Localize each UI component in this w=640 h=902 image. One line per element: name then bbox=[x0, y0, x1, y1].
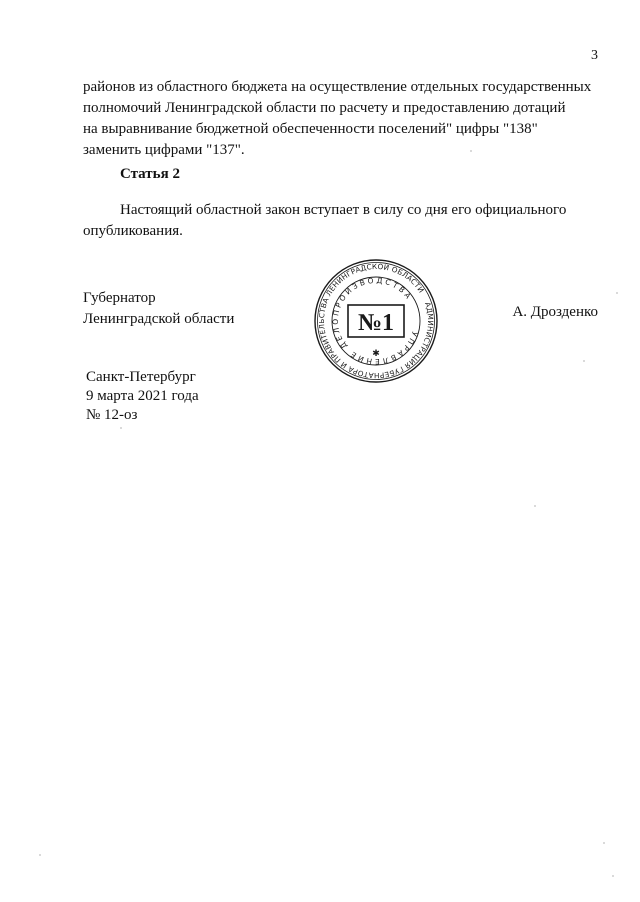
signing-details bbox=[86, 368, 199, 425]
law-paragraph bbox=[83, 77, 597, 161]
signatory-title: Губернатор bbox=[83, 290, 156, 306]
scan-speck bbox=[534, 505, 536, 507]
article-text bbox=[83, 200, 597, 242]
seal-outer-text: АДМИНИСТРАЦИЯ ГУБЕРНАТОРА И ПРАВИТЕЛЬСТВА ЛЕНИНГРАДСКОЙ ОБЛАСТИ bbox=[316, 261, 436, 381]
page-number: 3 bbox=[591, 48, 598, 63]
law-number: № 12-оз bbox=[86, 407, 138, 423]
article-line: опубликования. bbox=[83, 223, 183, 239]
scan-speck bbox=[583, 360, 585, 362]
scan-speck bbox=[603, 842, 605, 844]
signatory-region: Ленинградской области bbox=[83, 311, 235, 327]
official-seal bbox=[313, 258, 439, 384]
seal-center-number: №1 bbox=[357, 310, 395, 336]
paragraph-line: заменить цифрами "137". bbox=[83, 142, 245, 158]
signing-date: 9 марта 2021 года bbox=[86, 388, 199, 404]
article-line: Настоящий областной закон вступает в силу со дня его официального bbox=[120, 202, 567, 218]
scan-speck bbox=[120, 427, 122, 429]
paragraph-line: полномочий Ленинградской области по расчету и предоставлению дотаций bbox=[83, 100, 566, 116]
signatory-name: А. Дрозденко bbox=[512, 304, 598, 320]
seal-star-icon: ✱ bbox=[372, 348, 380, 358]
signing-city: Санкт-Петербург bbox=[86, 369, 196, 385]
seal-inner-text: УПРАВЛЕНИЕ ДЕЛОПРОИЗВОДСТВА bbox=[330, 275, 420, 367]
article-heading: Статья 2 bbox=[120, 166, 180, 182]
scan-speck bbox=[612, 875, 614, 877]
paragraph-line: районов из областного бюджета на осуществление отдельных государственных bbox=[83, 79, 592, 95]
paragraph-line: на выравнивание бюджетной обеспеченности поселений" цифры "138" bbox=[83, 121, 538, 137]
scan-speck bbox=[616, 292, 618, 294]
signatory-position bbox=[83, 288, 234, 330]
scan-speck bbox=[39, 854, 41, 856]
scan-speck bbox=[470, 150, 472, 152]
